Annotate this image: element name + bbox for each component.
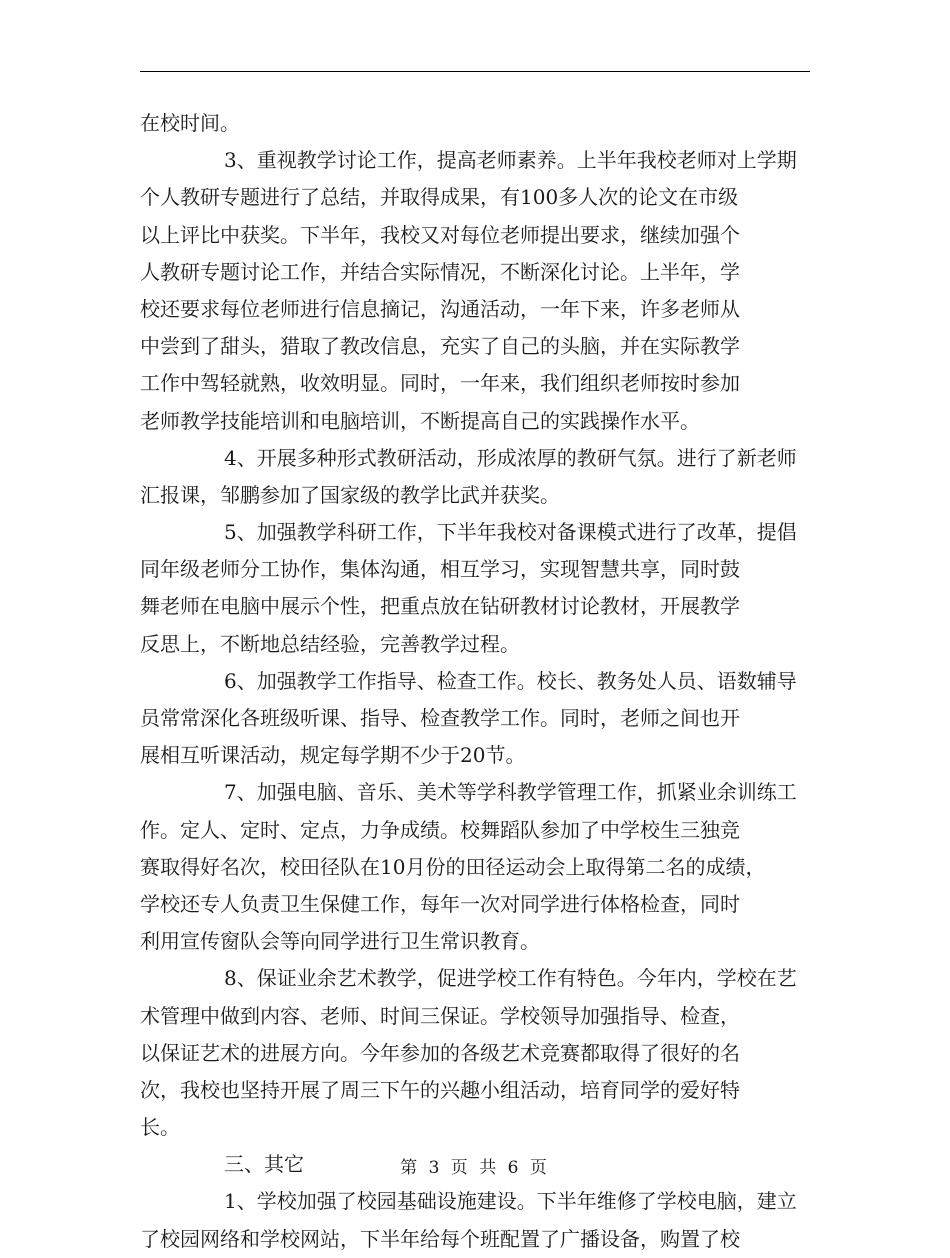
text-line: 人教研专题讨论工作，并结合实际情况，不断深化讨论。上半年，学 <box>140 259 740 284</box>
text-line: 6、加强教学工作指导、检查工作。校长、教务处人员、语数辅导 <box>224 668 797 693</box>
text-line: 员常常深化各班级听课、指导、检查教学工作。同时，老师之间也开 <box>140 706 740 730</box>
text-line: 老师教学技能培训和电脑培训，不断提高自己的实践操作水平。 <box>140 408 700 433</box>
text-line: 8、保证业余艺术教学，促进学校工作有特色。今年内，学校在艺 <box>224 966 797 991</box>
page-number-footer: 第 3 页 共 6 页 <box>400 1158 550 1178</box>
text-line: 1、学校加强了校园基础设施建设。下半年维修了学校电脑，建立 <box>224 1189 797 1214</box>
text-line: 利用宣传窗队会等向同学进行卫生常识教育。 <box>140 929 540 954</box>
text-line: 4、开展多种形式教研活动，形成浓厚的教研气氛。进行了新老师 <box>224 445 797 470</box>
text-line: 次，我校也坚持开展了周三下午的兴趣小组活动，培育同学的爱好特 <box>140 1077 740 1102</box>
text-line: 3、重视教学讨论工作，提高老师素养。上半年我校老师对上学期 <box>224 148 797 173</box>
text-line: 术管理中做到内容、老师、时间三保证。学校领导加强指导、检查， <box>140 1003 740 1028</box>
text-line: 工作中驾轻就熟，收效明显。同时，一年来，我们组织老师按时参加 <box>140 371 740 396</box>
text-line: 汇报课，邹鹏参加了国家级的教学比武并获奖。 <box>140 482 560 507</box>
text-line: 展相互听课活动，规定每学期不少于20节。 <box>140 743 526 768</box>
text-line: 以上评比中获奖。下半年，我校又对每位老师提出要求，继续加强个 <box>140 222 740 247</box>
text-line: 了校园网络和学校网站，下半年给每个班配置了广播设备，购置了校 <box>140 1226 740 1251</box>
document-body <box>140 105 812 1258</box>
text-line: 5、加强教学科研工作，下半年我校对备课模式进行了改革，提倡 <box>224 520 797 545</box>
text-line: 赛取得好名次，校田径队在10月份的田径运动会上取得第二名的成绩， <box>140 854 766 879</box>
text-line: 反思上，不断地总结经验，完善教学过程。 <box>140 631 520 656</box>
header-rule <box>140 71 810 72</box>
text-line: 长。 <box>140 1115 180 1140</box>
text-line: 7、加强电脑、音乐、美术等学科教学管理工作，抓紧业余训练工 <box>224 780 797 805</box>
text-line: 三、其它 <box>224 1152 304 1177</box>
text-line: 校还要求每位老师进行信息摘记，沟通活动，一年下来，许多老师从 <box>140 296 740 321</box>
text-line: 舞老师在电脑中展示个性，把重点放在钻研教材讨论教材，开展教学 <box>140 594 740 619</box>
text-line: 作。定人、定时、定点，力争成绩。校舞蹈队参加了中学校生三独竞 <box>140 817 740 842</box>
text-line: 中尝到了甜头，猎取了教改信息，充实了自己的头脑，并在实际教学 <box>140 334 740 359</box>
text-line: 同年级老师分工协作，集体沟通，相互学习，实现智慧共享，同时鼓 <box>140 557 740 582</box>
text-line: 以保证艺术的进展方向。今年参加的各级艺术竞赛都取得了很好的名 <box>140 1040 740 1065</box>
text-line: 在校时间。 <box>140 111 240 135</box>
text-line: 学校还专人负责卫生保健工作，每年一次对同学进行体格检查，同时 <box>140 891 740 916</box>
text-line: 个人教研专题进行了总结，并取得成果，有100多人次的论文在市级 <box>140 185 739 210</box>
